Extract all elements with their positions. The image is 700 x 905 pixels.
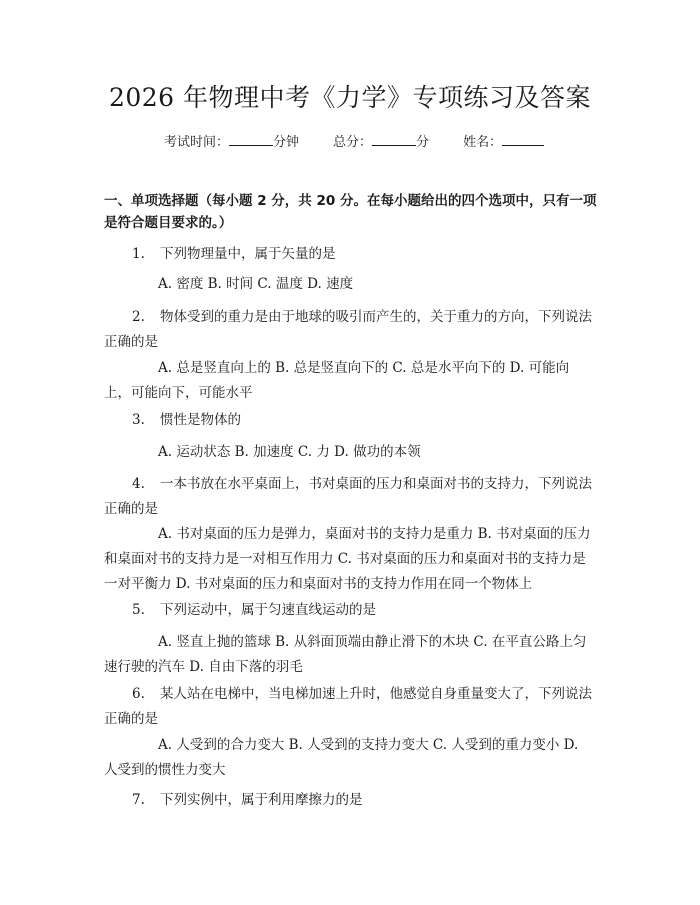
question-number: 7. xyxy=(132,792,145,808)
options-text: A. 书对桌面的压力是弹力，桌面对书的支持力是重力 B. 书对桌面的压力和桌面对书的支持力是一对相互作用力 C. 书对桌面的压力和桌面对书的支持力是一对平衡力 D. 书对桌面的压力和桌面对书的支持力作用在同一个物体上 xyxy=(104,526,591,592)
question-1 xyxy=(104,242,596,267)
question-text: 物体受到的重力是由于地球的吸引而产生的，关于重力的方向，下列说法正确的是 xyxy=(104,309,592,350)
time-label: 考试时间： xyxy=(164,135,230,150)
question-number: 6. xyxy=(132,686,145,702)
question-1-options xyxy=(104,272,596,297)
question-3 xyxy=(104,408,596,433)
question-6-options xyxy=(104,733,596,783)
question-text: 一本书放在水平桌面上，书对桌面的压力和桌面对书的支持力，下列说法正确的是 xyxy=(104,476,592,517)
question-text: 惯性是物体的 xyxy=(160,412,241,428)
question-text: 下列物理量中，属于矢量的是 xyxy=(160,246,336,262)
question-number: 5. xyxy=(132,602,145,618)
question-2 xyxy=(104,305,596,355)
options-text: A. 运动状态 B. 加速度 C. 力 D. 做功的本领 xyxy=(158,444,421,460)
name-blank xyxy=(502,133,544,146)
question-7 xyxy=(104,788,596,813)
options-text: A. 竖直上抛的篮球 B. 从斜面顶端由静止滑下的木块 C. 在平直公路上匀速行驶的汽车 D. 自由下落的羽毛 xyxy=(104,634,587,675)
question-number: 1. xyxy=(132,246,145,262)
score-label: 总分： xyxy=(333,135,373,150)
options-text: A. 人受到的合力变大 B. 人受到的支持力变大 C. 人受到的重力变小 D. 人受到的惯性力变大 xyxy=(104,737,579,778)
question-text: 某人站在电梯中，当电梯加速上升时，他感觉自身重量变大了，下列说法正确的是 xyxy=(104,686,592,727)
options-text: A. 总是竖直向上的 B. 总是竖直向下的 C. 总是水平向下的 D. 可能向上，可能向下，可能水平 xyxy=(104,360,570,401)
question-2-options xyxy=(104,356,596,406)
question-number: 4. xyxy=(132,476,145,492)
question-4 xyxy=(104,472,596,522)
question-text: 下列运动中，属于匀速直线运动的是 xyxy=(160,602,376,618)
section-heading: 一、单项选择题（每小题 2 分，共 20 分。在每小题给出的四个选项中，只有一项是符合题目要求的。） xyxy=(104,193,597,231)
score-unit: 分 xyxy=(416,135,430,150)
name-label: 姓名： xyxy=(463,135,503,150)
question-4-options xyxy=(104,522,596,597)
score-blank xyxy=(372,133,416,146)
time-unit: 分钟 xyxy=(273,135,300,150)
options-text: A. 密度 B. 时间 C. 温度 D. 速度 xyxy=(158,276,354,292)
question-number: 3. xyxy=(132,412,145,428)
question-number: 2. xyxy=(132,309,145,325)
question-text: 下列实例中，属于利用摩擦力的是 xyxy=(160,792,363,808)
question-5 xyxy=(104,598,596,623)
exam-info-line xyxy=(164,133,544,152)
question-5-options xyxy=(104,630,596,680)
time-blank xyxy=(229,133,273,146)
page-title: 2026 年物理中考《力学》专项练习及答案 xyxy=(108,83,592,112)
question-3-options xyxy=(104,440,596,465)
question-6 xyxy=(104,682,596,732)
